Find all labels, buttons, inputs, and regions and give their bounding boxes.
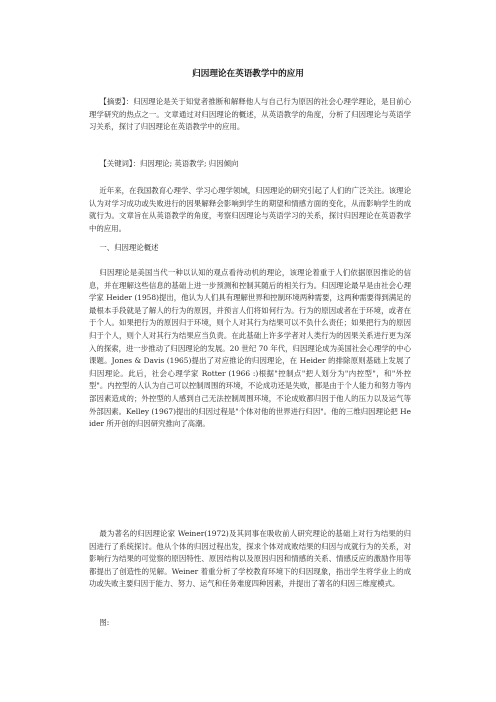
section-heading: 一、归因理论概述 <box>99 243 159 252</box>
body-paragraph: 归因理论是美国当代一种以认知的观点看待动机的理论，该理论着重于人们依据原因推论的信息，并在理解这些信息的基础上进一步预测和控制其随后的相关行为。归因理论最早是由社会心理学家 Heider (1958)提出，他认为人们具有理解世界和控制环境两种需要，这两种需要得到满足的最根本手段就是了解人的行为的原因，并预言人们将如何行为。行为的原因或者在于环境，或者在于个人。如果把行为的原因归于环境，则个人对其行为结果可以不负什么责任；如果把行为的原因归于个人，则个人对其行为结果应当负责。在此基础上许多学者对人类行为的因果关系进行更为深入的探索，进一步推动了归因理论的发展。20 世纪 70 年代，归因理论成为美国社会心理学的中心课题。Jones & Davis (1965)提出了对应推论的归因理论，在 Heider 的排除原则基础上发展了归因理论。此后，社会心理学家 Rotter (1966 :)根据"控制点"把人划分为"内控型"，和"外控型"。内控型的人认为自己可以控制周围的环境，不论成功还是失败，都是由于个人能力和努力等内部因素造成的；外控型的人感到自己无法控制周围环境，不论成败都归因于他人的压力以及运气等外部因素。Kelley (1967)提出的归因过程是"个体对他的世界进行归因"。他的三维归因理论把 Heider 所开创的归因研究推向了高潮。 <box>89 268 411 429</box>
keywords-line: 【关键词】：归因理论; 英语教学; 归因倾向 <box>99 159 239 168</box>
figure-label: 图: <box>99 618 110 627</box>
body-paragraph: 最为著名的归因理论家 Weiner(1972)及其同事在吸收前人研究理论的基础上对行为结果的归因进行了系统探讨。他从个体的归因过程出发，探求个体对成败结果的归因与成就行为的关系，对影响行为结果的可觉察的原因特性、原因结构以及原因归因和情感的关系、情感反应的激励作用等都提出了创造性的见解。Weiner 着重分析了学校教育环境下的归因现象，指出学生将学业上的成功或失败主要归因于能力、努力、运气和任务难度四种因素，并提出了著名的归因三维度模式。 <box>89 529 411 589</box>
document-title: 归因理论在英语教学中的应用 <box>192 69 304 79</box>
abstract-paragraph: 【摘要】：归因理论是关于知觉者推断和解释他人与自己行为原因的社会心理学理论，是目前心理学研究的热点之一。文章通过对归因理论的概述，从英语教学的角度，分析了归因理论与英语学习关系，探讨了归因理论在英语教学中的应用。 <box>89 97 411 132</box>
intro-paragraph: 近年来，在我国教育心理学、学习心理学领域，归因理论的研究引起了人们的广泛关注。该理论认为对学习成功或失败进行的因果解释会影响到学生的期望和情感方面的变化，从而影响学生的成就行为。文章旨在从英语教学的角度，考察归因理论与英语学习的关系，探讨归因理论在英语教学中的应用。 <box>89 186 411 233</box>
